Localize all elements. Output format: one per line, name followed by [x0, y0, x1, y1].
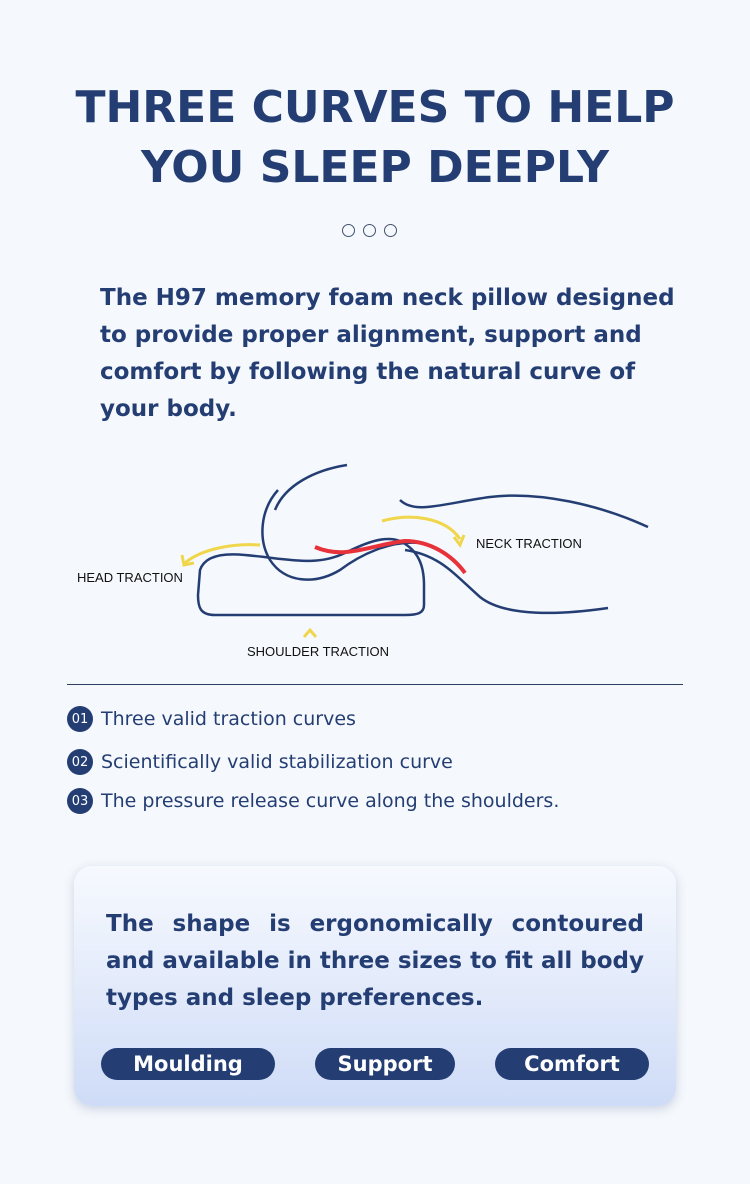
- dot-icon: [342, 224, 355, 237]
- moulding-tag: Moulding: [101, 1048, 275, 1080]
- head-outline: [262, 490, 420, 580]
- feature-number-badge: 02: [67, 749, 93, 775]
- shoulder-traction-arrow: [304, 630, 316, 637]
- shoulder-traction-label: SHOULDER TRACTION: [247, 644, 390, 659]
- divider: [67, 684, 683, 685]
- feature-item: [67, 706, 356, 732]
- feature-number-badge: 03: [67, 788, 93, 814]
- feature-text: Three valid traction curves: [101, 708, 356, 730]
- feature-text: The pressure release curve along the shoulders.: [101, 790, 560, 812]
- title-line-1: THREE CURVES TO HELP: [75, 82, 675, 133]
- page-title: [0, 78, 750, 198]
- head-traction-label: HEAD TRACTION: [77, 570, 183, 585]
- decorative-dots: [342, 224, 412, 240]
- pillow-outline: [198, 539, 424, 615]
- dot-icon: [363, 224, 376, 237]
- pillow-diagram: [60, 455, 680, 665]
- neck-traction-arrow: [382, 517, 460, 539]
- info-card: [74, 866, 676, 1106]
- feature-text: Scientifically valid stabilization curve: [101, 751, 453, 773]
- card-text: The shape is ergonomically contoured and available in three sizes to fit all body types and sleep preferences.: [106, 911, 644, 1011]
- neck-traction-label: NECK TRACTION: [476, 536, 582, 551]
- body-lower-outline: [405, 550, 608, 613]
- head-top-outline: [275, 465, 347, 510]
- feature-number-badge: 01: [67, 706, 93, 732]
- title-line-2: YOU SLEEP DEEPLY: [140, 142, 610, 193]
- feature-item: [67, 749, 453, 775]
- dot-icon: [384, 224, 397, 237]
- support-tag: Support: [315, 1048, 455, 1080]
- feature-item: [67, 788, 559, 814]
- comfort-tag: Comfort: [495, 1048, 649, 1080]
- intro-text: The H97 memory foam neck pillow designed to provide proper alignment, support and comfort by following the natural curve of your body.: [100, 285, 675, 422]
